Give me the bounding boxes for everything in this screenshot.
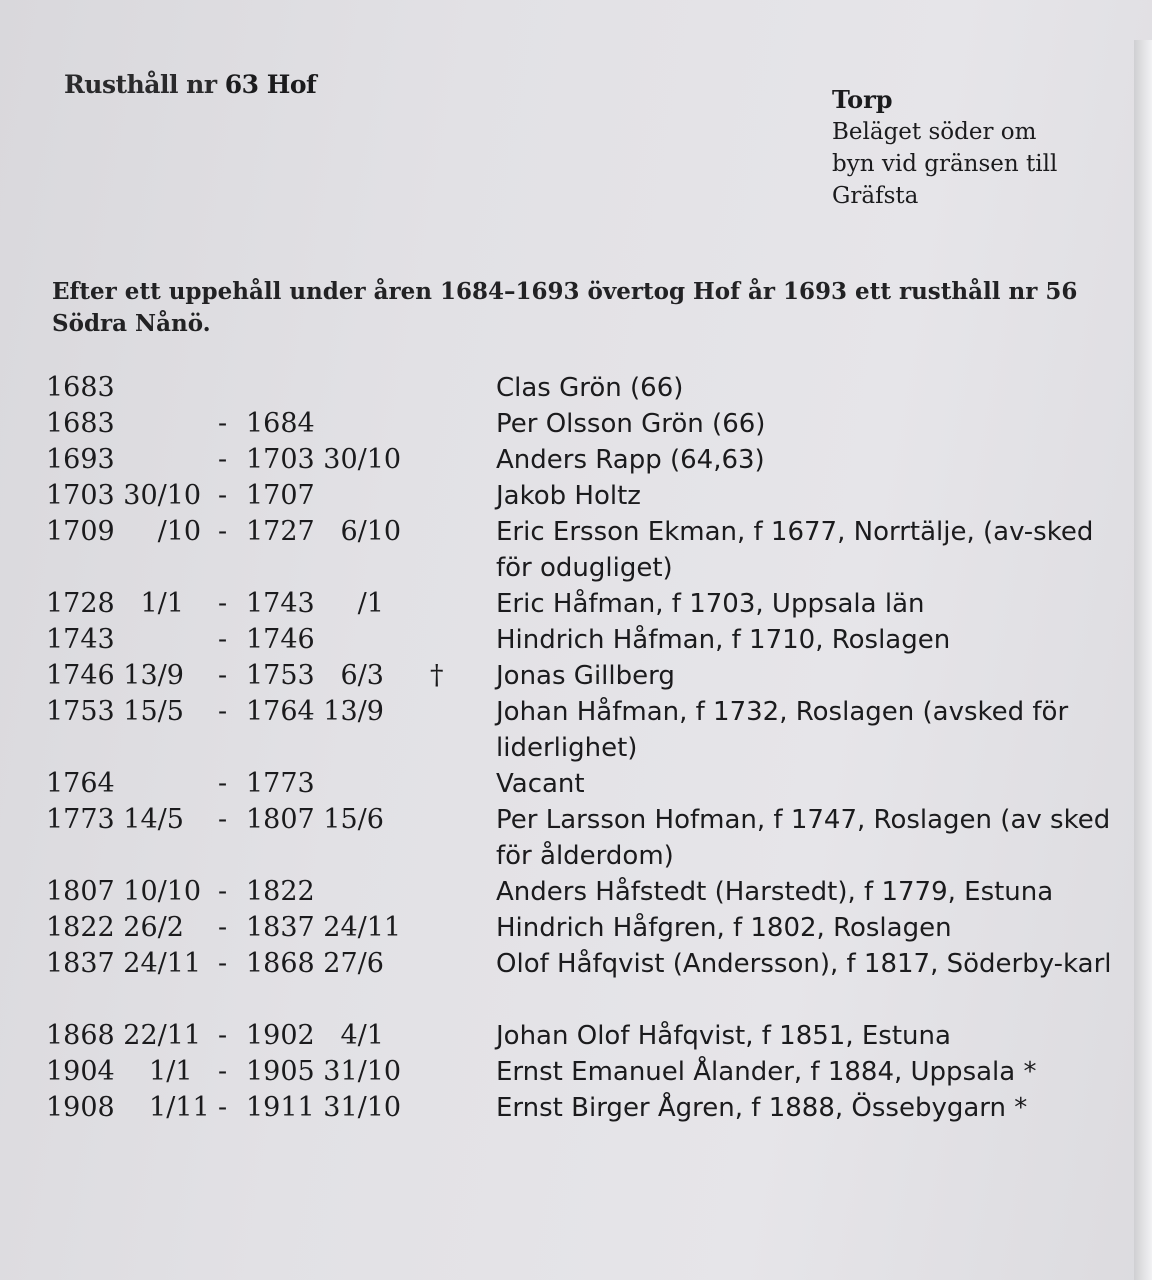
- tenure-dash: -: [218, 696, 228, 727]
- tenure-end: 1773: [246, 768, 315, 799]
- death-mark: †: [430, 660, 444, 691]
- tenure-dash: -: [218, 1020, 228, 1051]
- tenure-start: 1746 13/9: [46, 660, 184, 691]
- tenure-start: 1904 1/1: [46, 1056, 193, 1087]
- tenure-start: 1807 10/10: [46, 876, 202, 907]
- tenure-end: 1822: [246, 876, 315, 907]
- tenure-end: 1911 31/10: [246, 1092, 402, 1123]
- tenant-name: Ernst Birger Ågren, f 1888, Össebygarn *: [496, 1093, 1028, 1123]
- tenure-row: [0, 478, 1152, 514]
- tenure-start: 1773 14/5: [46, 804, 184, 835]
- torp-note: [832, 84, 1092, 212]
- tenant-name: Olof Håfqvist (Andersson), f 1817, Söderby-karl: [496, 949, 1112, 979]
- tenure-dash: -: [218, 408, 228, 439]
- tenure-end: 1902 4/1: [246, 1020, 384, 1051]
- tenure-row: [0, 514, 1152, 586]
- tenant-name: Vacant: [496, 769, 585, 799]
- tenure-dash: -: [218, 444, 228, 475]
- tenure-end: 1743 /1: [246, 588, 384, 619]
- tenure-start: 1753 15/5: [46, 696, 184, 727]
- tenure-end: 1746: [246, 624, 315, 655]
- tenure-dash: -: [218, 912, 228, 943]
- tenure-dash: -: [218, 804, 228, 835]
- tenure-row: [0, 694, 1152, 766]
- tenant-name: Eric Ersson Ekman, f 1677, Norrtälje, (av-sked för odugliget): [496, 517, 1094, 583]
- tenure-dash: -: [218, 948, 228, 979]
- tenure-start: 1709 /10: [46, 516, 202, 547]
- tenant-name: Ernst Emanuel Ålander, f 1884, Uppsala *: [496, 1057, 1037, 1087]
- tenure-start: 1908 1/11: [46, 1092, 210, 1123]
- tenant-name: Per Larsson Hofman, f 1747, Roslagen (av sked för ålderdom): [496, 805, 1111, 871]
- tenant-name: Jakob Holtz: [496, 481, 641, 511]
- tenure-dash: -: [218, 768, 228, 799]
- tenure-end: 1703 30/10: [246, 444, 402, 475]
- tenure-end: 1707: [246, 480, 315, 511]
- tenure-start: 1868 22/11: [46, 1020, 202, 1051]
- tenure-dash: -: [218, 1092, 228, 1123]
- tenure-end: 1868 27/6: [246, 948, 384, 979]
- tenure-end: 1807 15/6: [246, 804, 384, 835]
- tenure-row: [0, 1054, 1152, 1090]
- tenure-end: 1727 6/10: [246, 516, 402, 547]
- tenure-row: [0, 766, 1152, 802]
- tenure-end: 1764 13/9: [246, 696, 384, 727]
- heading-prefix: Rusthåll nr: [64, 70, 217, 99]
- tenure-row: [0, 910, 1152, 946]
- tenure-dash: -: [218, 624, 228, 655]
- tenure-start: 1837 24/11: [46, 948, 202, 979]
- tenure-row: [0, 370, 1152, 406]
- tenant-name: Eric Håfman, f 1703, Uppsala län: [496, 589, 925, 619]
- tenure-row: [0, 586, 1152, 622]
- tenure-list: [0, 370, 1152, 1126]
- tenure-end: 1753 6/3: [246, 660, 384, 691]
- tenure-start: 1703 30/10: [46, 480, 202, 511]
- tenant-name: Clas Grön (66): [496, 373, 684, 403]
- torp-title: Torp: [832, 85, 893, 114]
- tenure-start: 1728 1/1: [46, 588, 184, 619]
- tenant-name: Hindrich Håfgren, f 1802, Roslagen: [496, 913, 952, 943]
- tenure-row: [0, 658, 1152, 694]
- tenure-start: 1693: [46, 444, 115, 475]
- intro-paragraph: Efter ett uppehåll under åren 1684–1693 övertog Hof år 1693 ett rusthåll nr 56 Södra Nånö.: [52, 278, 1078, 337]
- tenure-row: [0, 874, 1152, 910]
- page-heading: [64, 70, 316, 99]
- tenant-name: Hindrich Håfman, f 1710, Roslagen: [496, 625, 951, 655]
- tenure-dash: -: [218, 588, 228, 619]
- tenure-row: [0, 442, 1152, 478]
- tenure-start: 1822 26/2: [46, 912, 184, 943]
- tenure-row: [0, 1090, 1152, 1126]
- tenure-end: 1837 24/11: [246, 912, 402, 943]
- tenure-row: [0, 802, 1152, 874]
- tenure-start: 1764: [46, 768, 115, 799]
- tenant-name: Jonas Gillberg: [496, 661, 675, 691]
- torp-line: byn vid gränsen till: [832, 151, 1058, 177]
- tenure-row: [0, 946, 1152, 1018]
- tenure-dash: -: [218, 480, 228, 511]
- tenant-name: Anders Håfstedt (Harstedt), f 1779, Estuna: [496, 877, 1054, 907]
- tenure-dash: -: [218, 516, 228, 547]
- tenure-row: [0, 406, 1152, 442]
- tenant-name: Johan Olof Håfqvist, f 1851, Estuna: [496, 1021, 951, 1051]
- tenure-start: 1683: [46, 372, 115, 403]
- tenure-dash: -: [218, 660, 228, 691]
- heading-number-place: 63 Hof: [224, 70, 317, 99]
- torp-line: Gräfsta: [832, 183, 919, 209]
- tenure-dash: -: [218, 1056, 228, 1087]
- tenure-start: 1683: [46, 408, 115, 439]
- tenant-name: Per Olsson Grön (66): [496, 409, 766, 439]
- torp-line: Beläget söder om: [832, 119, 1037, 145]
- tenure-row: [0, 1018, 1152, 1054]
- tenure-start: 1743: [46, 624, 115, 655]
- tenure-dash: -: [218, 876, 228, 907]
- tenure-end: 1684: [246, 408, 315, 439]
- tenant-name: Johan Håfman, f 1732, Roslagen (avsked för liderlighet): [496, 697, 1069, 763]
- tenant-name: Anders Rapp (64,63): [496, 445, 765, 475]
- tenure-row: [0, 622, 1152, 658]
- tenure-end: 1905 31/10: [246, 1056, 402, 1087]
